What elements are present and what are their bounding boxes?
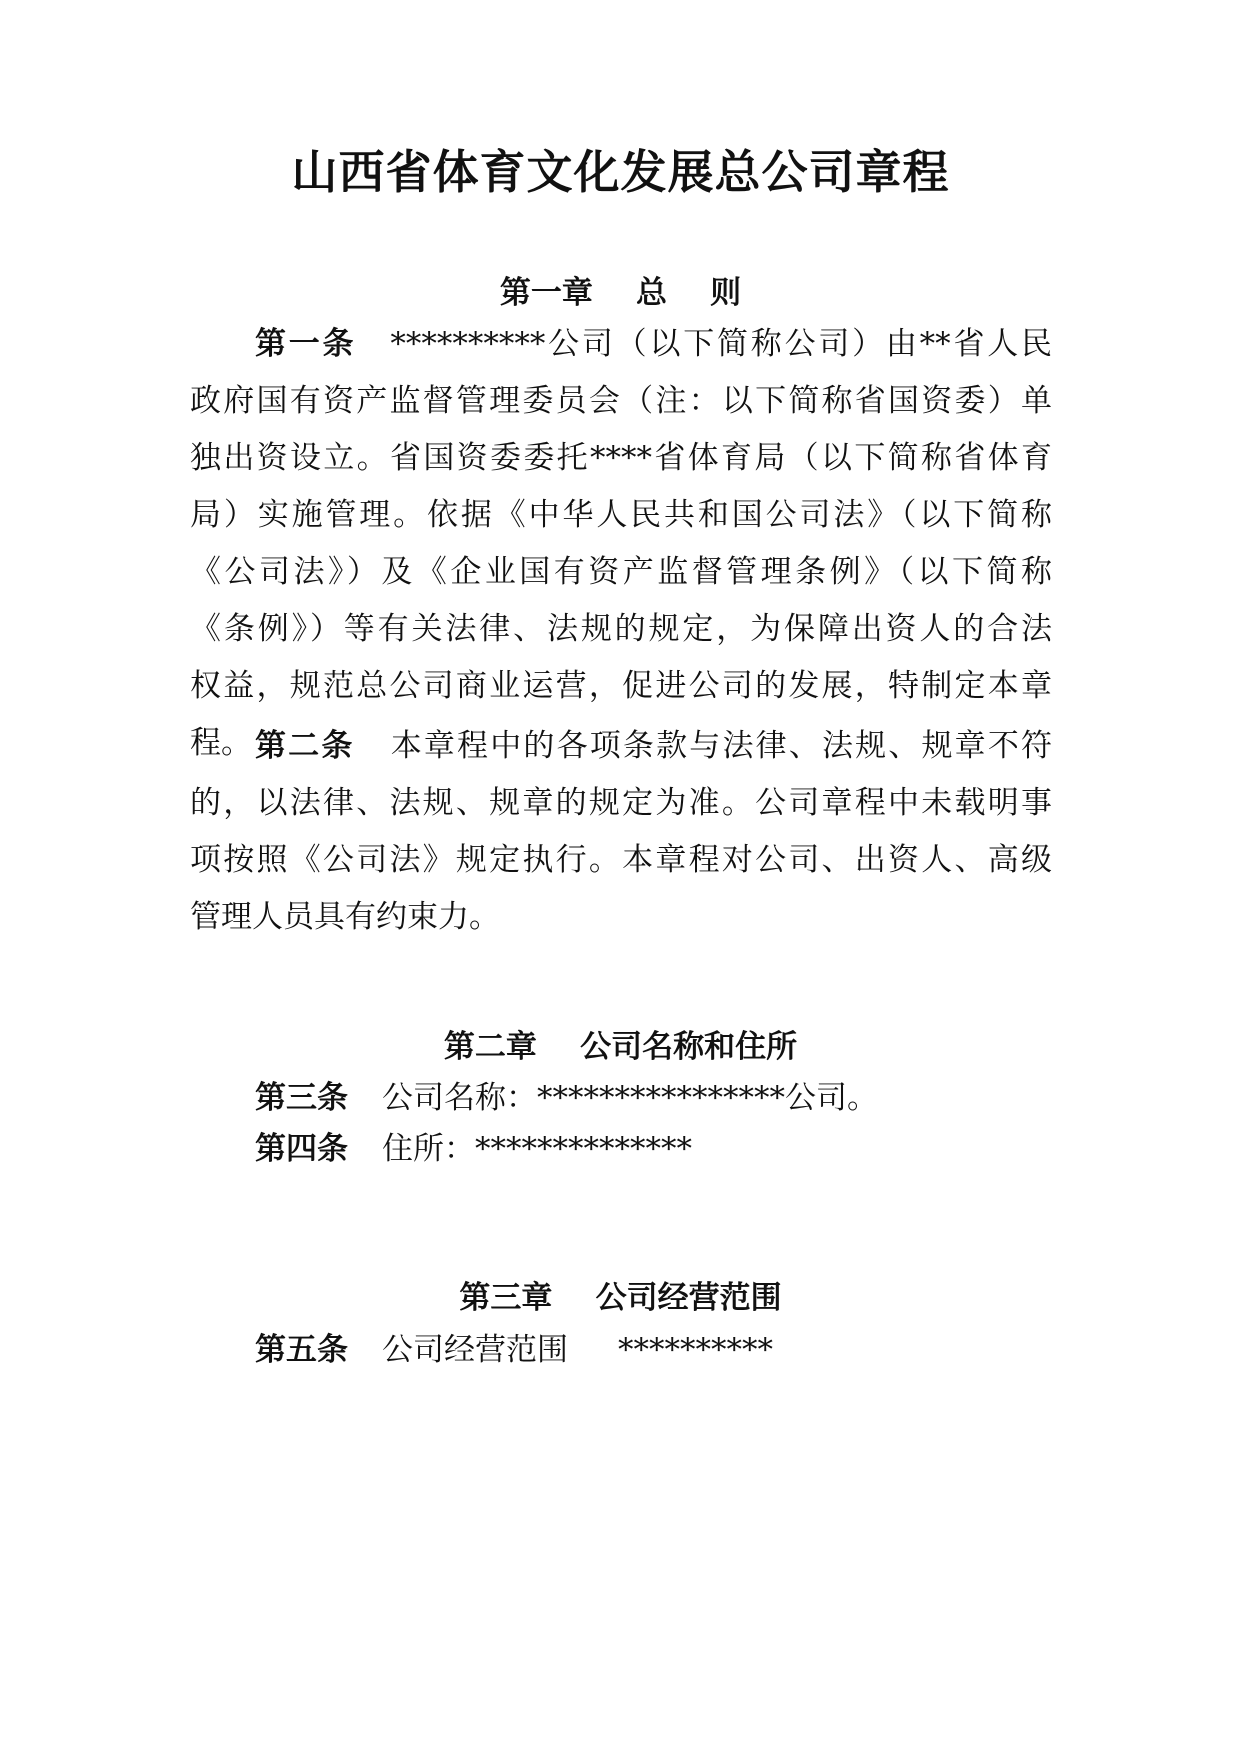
article-2-line-2: 的，以法律、法规、规章的规定为准。公司章程中未载明事 xyxy=(190,785,1052,821)
article-4-text-1: 住所：************** xyxy=(382,1131,692,1167)
chapter-1-heading: 第一章 总 则 xyxy=(499,275,742,311)
article-2-text-1: 本章程中的各项条款与法律、法规、规章不符 xyxy=(388,728,1053,764)
article-2-line-1 xyxy=(190,718,1052,775)
article-1-line-7: 权益，规范总公司商业运营，促进公司的发展，特制定本章 xyxy=(190,668,1052,704)
article-1-line-3: 独出资设立。省国资委委托****省体育局（以下简称省体育 xyxy=(190,440,1052,476)
article-3-line-1 xyxy=(190,1070,1052,1127)
article-1-line-1 xyxy=(190,316,1052,373)
article-4 xyxy=(190,1121,1052,1178)
article-1-line-8: 程。 xyxy=(190,725,252,761)
article-1-line-5: 《公司法》）及《企业国有资产监督管理条例》（以下简称 xyxy=(190,554,1052,590)
article-5 xyxy=(190,1322,1052,1379)
article-3-label: 第三条 xyxy=(255,1080,348,1116)
article-1-text-1: **********公司（以下简称公司）由**省人民 xyxy=(390,326,1053,362)
article-1-line-4: 局）实施管理。依据《中华人民共和国公司法》（以下简称 xyxy=(190,497,1052,533)
article-1-label: 第一条 xyxy=(255,326,357,362)
article-5-label: 第五条 xyxy=(255,1332,348,1368)
article-5-line-1 xyxy=(190,1322,1052,1379)
chapter-3-heading: 第三章 公司经营范围 xyxy=(459,1280,782,1316)
article-1-line-2: 政府国有资产监督管理委员会（注：以下简称省国资委）单 xyxy=(190,383,1052,419)
document-title: 山西省体育文化发展总公司章程 xyxy=(291,145,950,199)
article-4-label: 第四条 xyxy=(255,1131,348,1167)
article-5-text-1: 公司经营范围 xyxy=(382,1332,568,1368)
article-3-text-1: 公司名称：****************公司。 xyxy=(382,1080,878,1116)
chapter-2-heading: 第二章 公司名称和住所 xyxy=(443,1029,798,1065)
article-2 xyxy=(190,718,1052,946)
article-2-line-4: 管理人员具有约束力。 xyxy=(190,899,500,935)
article-5-text-2: ********** xyxy=(618,1332,773,1368)
article-2-line-3: 项按照《公司法》规定执行。本章程对公司、出资人、高级 xyxy=(190,842,1052,878)
article-1-line-6: 《条例》）等有关法律、法规的规定，为保障出资人的合法 xyxy=(190,611,1052,647)
article-1 xyxy=(190,316,1052,772)
article-4-line-1 xyxy=(190,1121,1052,1178)
article-3 xyxy=(190,1070,1052,1127)
article-2-label: 第二条 xyxy=(255,728,355,764)
